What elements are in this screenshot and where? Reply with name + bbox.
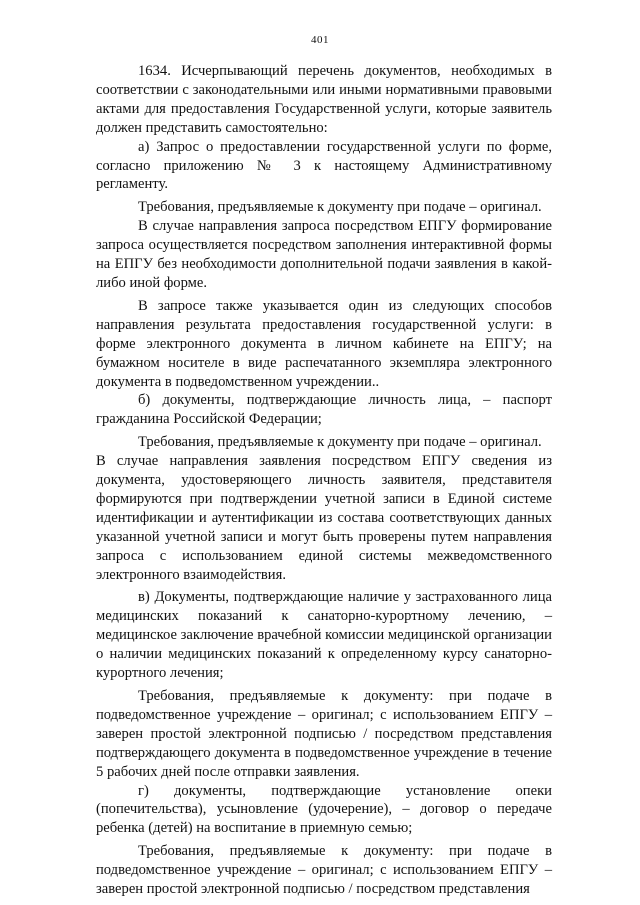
paragraph-result-delivery: В запросе также указывается один из следующих способов направления результата предоставления государственной услуги: в форме электронного документа в личном кабинете на ЕПГУ; на бумажном носителе в виде распечатанного экземпляра электронного документа в подведомственном учреждении.. [96,297,552,390]
paragraph-requirements-b: Требования, предъявляемые к документу при подаче – оригинал. [138,434,542,451]
paragraph-1634: 1634. Исчерпывающий перечень документов, необходимых в соответствии с законодательными или иными нормативными правовыми актами для предоставления Государственной услуги, которые заявитель должен представить самостоятельно: [96,63,552,136]
paragraph-item-b: б) документы, подтверждающие личность лица, – паспорт гражданина Российской Федерации; [96,392,552,428]
paragraph-item-a: а) Запрос о предоставлении государственной услуги по форме, согласно приложению № 3 к настоящему Административному регламенту. [96,138,552,193]
paragraph-epgu-request: В случае направления запроса посредством ЕПГУ формирование запроса осуществляется посредством заполнения интерактивной формы на ЕПГУ без необходимости дополнительной подачи заявления в какой-либо иной форме. [96,218,552,291]
paragraph-requirements-g: Требования, предъявляемые к документу: при подаче в подведомственное учреждение – оригинал; с использованием ЕПГУ – заверен простой электронной подписью / посредством представления [96,843,552,898]
paragraph-item-v: в) Документы, подтверждающие наличие у застрахованного лица медицинских показаний к санаторно-курортному лечению, – медицинское заключение врачебной комиссии медицинской организации о наличии медицинских показаний к определенному курсу санаторно-курортного лечения; [96,589,552,682]
page-number: 401 [311,34,329,46]
paragraph-requirements-a: Требования, предъявляемые к документу при подаче – оригинал. [138,199,542,216]
paragraph-requirements-v: Требования, предъявляемые к документу: при подаче в подведомственное учреждение – оригинал; с использованием ЕПГУ – заверен простой электронной подписью / посредством представления подтверждающего документа в подведомственное учреждение в течение 5 рабочих дней после отправки заявления. [96,688,552,780]
document-body [96,62,552,899]
paragraph-epgu-identity: В случае направления заявления посредством ЕПГУ сведения из документа, удостоверяющего личность заявителя, представителя формируются при подтверждении учетной записи в Единой системе идентификации и аутентификации из состава соответствующих данных указанной учетной записи и могут быть проверены путем направления запроса с использованием единой системы межведомственного электронного взаимодействия. [96,453,552,583]
paragraph-item-g: г) документы, подтверждающие установление опеки (попечительства), усыновление (удочерение), – договор о передаче ребенка (детей) на воспитание в приемную семью; [96,782,552,837]
